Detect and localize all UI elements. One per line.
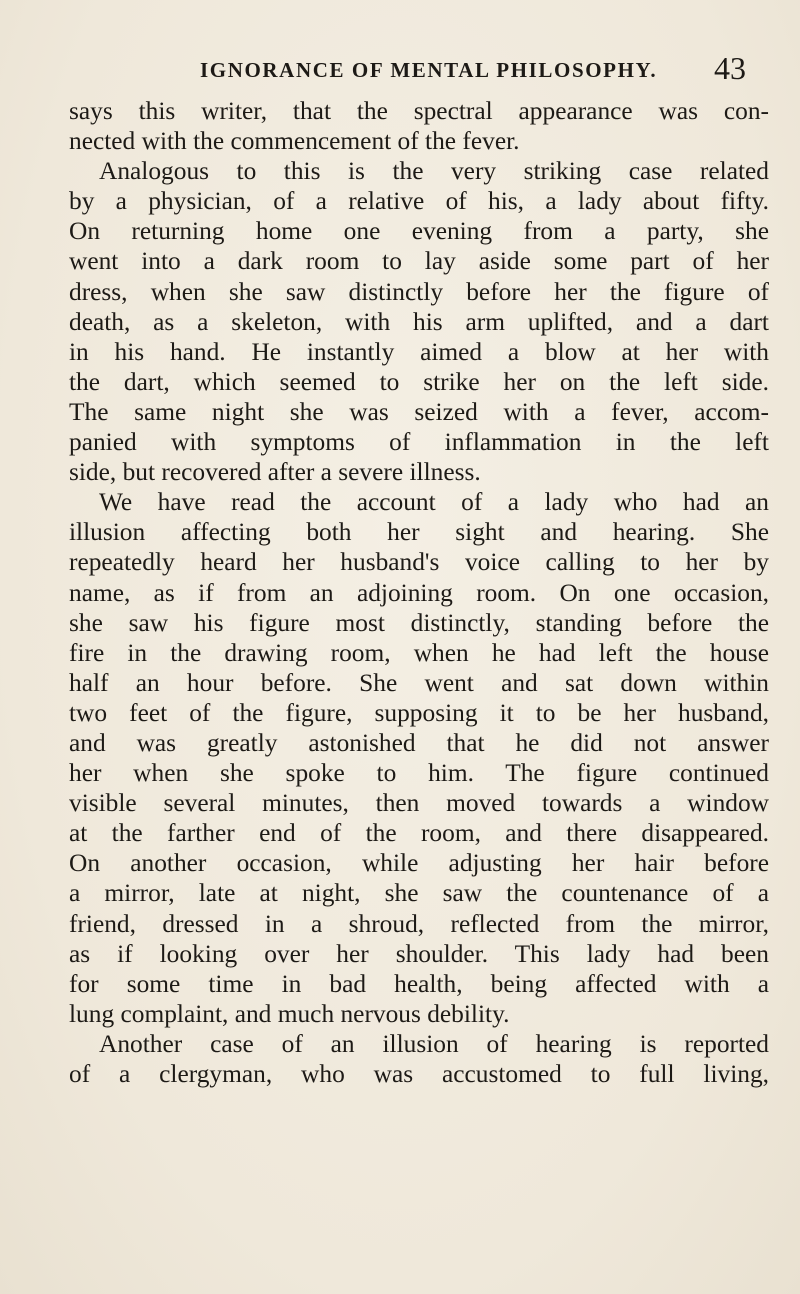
text-line: We have read the account of a lady who had an — [99, 488, 769, 517]
text-line: she saw his figure most distinctly, standing before the — [69, 608, 769, 637]
text-line: fire in the drawing room, when he had left the house — [69, 638, 769, 667]
text-line: a mirror, late at night, she saw the countenance of a — [69, 879, 769, 908]
text-line: visible several minutes, then moved towards a window — [69, 789, 769, 818]
text-line: On returning home one evening from a party, she — [69, 217, 769, 246]
text-line: repeatedly heard her husband's voice calling to her by — [69, 548, 769, 577]
body-text — [69, 96, 769, 1089]
text-line: On another occasion, while adjusting her hair before — [69, 849, 769, 878]
text-line: for some time in bad health, being affected with a — [69, 969, 769, 998]
text-line: at the farther end of the room, and there disappeared. — [69, 819, 769, 848]
text-line: two feet of the figure, supposing it to be her husband, — [69, 698, 769, 727]
text-line: the dart, which seemed to strike her on the left side. — [69, 367, 769, 396]
text-line: Another case of an illusion of hearing is reported — [99, 1029, 769, 1058]
text-line: The same night she was seized with a fever, accom- — [69, 397, 769, 426]
text-line: her when she spoke to him. The figure continued — [69, 759, 769, 788]
text-line: name, as if from an adjoining room. On one occasion, — [69, 578, 769, 607]
text-line: death, as a skeleton, with his arm uplifted, and a dart — [69, 307, 769, 336]
text-line: and was greatly astonished that he did not answer — [69, 728, 769, 757]
text-line: side, but recovered after a severe illness. — [69, 458, 481, 487]
text-line: friend, dressed in a shroud, reflected from the mirror, — [69, 909, 769, 938]
page-number: 43 — [714, 50, 746, 86]
text-line: went into a dark room to lay aside some part of her — [69, 247, 769, 276]
text-line: dress, when she saw distinctly before her the figure of — [69, 277, 769, 306]
text-line: in his hand. He instantly aimed a blow at her with — [69, 337, 769, 366]
text-line: Analogous to this is the very striking case related — [99, 157, 769, 186]
text-line: lung complaint, and much nervous debility. — [69, 999, 510, 1028]
running-head: IGNORANCE OF MENTAL PHILOSOPHY. — [200, 58, 658, 82]
text-line: of a clergyman, who was accustomed to full living, — [69, 1060, 769, 1088]
text-line: by a physician, of a relative of his, a lady about fifty. — [69, 187, 769, 216]
text-line: illusion affecting both her sight and hearing. She — [69, 518, 769, 547]
text-line: as if looking over her shoulder. This lady had been — [69, 939, 769, 968]
text-line: says this writer, that the spectral appearance was con- — [69, 97, 769, 125]
text-line: nected with the commencement of the fever. — [69, 127, 520, 156]
text-line: panied with symptoms of inflammation in the left — [69, 428, 769, 457]
text-line: half an hour before. She went and sat down within — [69, 668, 769, 697]
page-header — [0, 52, 800, 92]
